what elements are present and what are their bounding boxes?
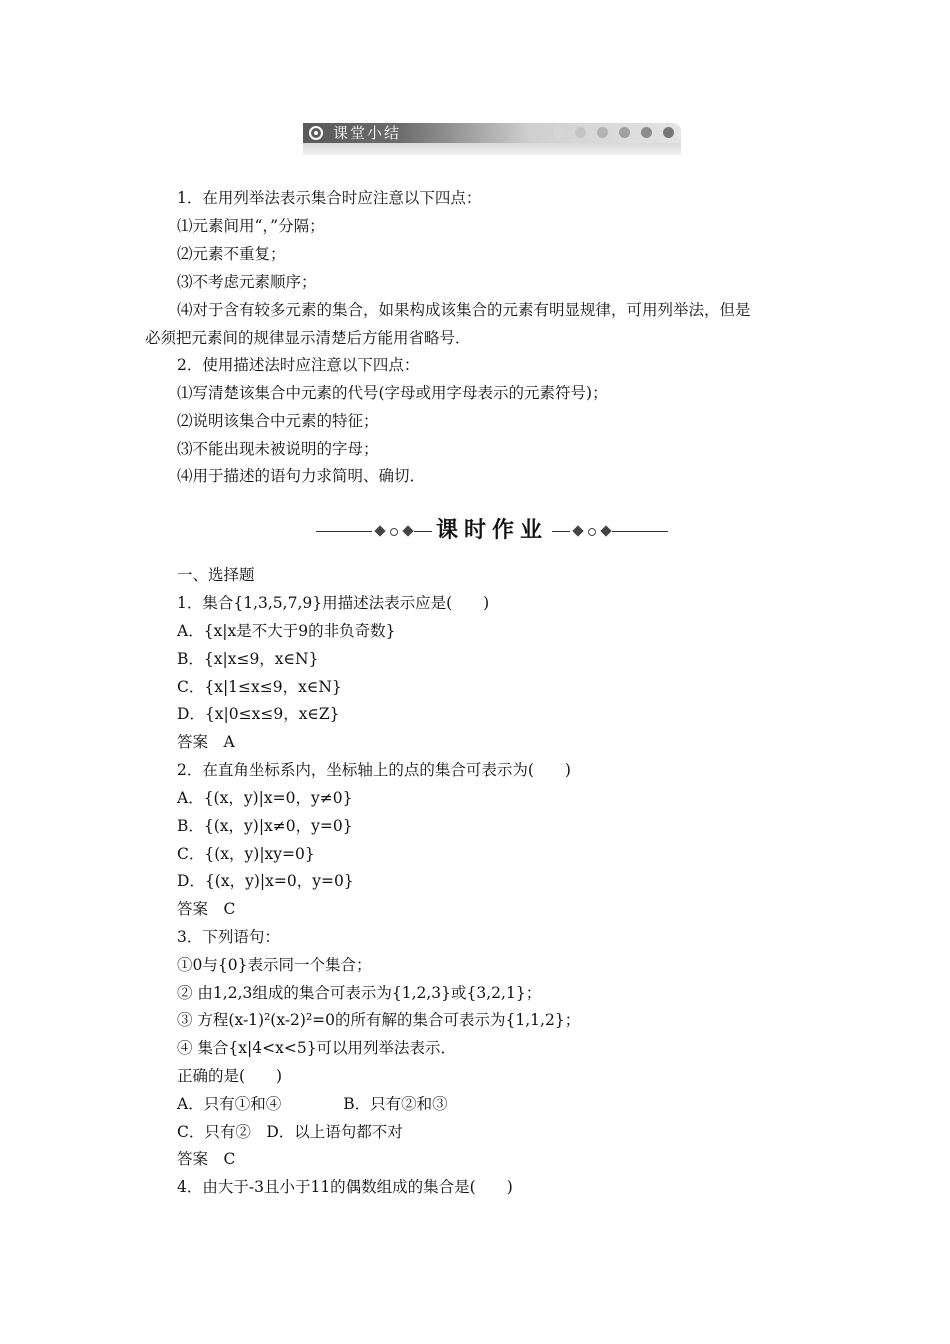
summary-line: ⑴元素间用“，”分隔；: [177, 217, 325, 235]
divider: [612, 531, 668, 532]
summary-line: 必须把元素间的规律显示清楚后方能用省略号．: [145, 329, 471, 347]
diamond-icon: [402, 525, 413, 536]
option-text: A．{(x，y)|x=0，y≠0}: [177, 789, 353, 807]
summary-line: ⑷用于描述的语句力求简明、确切．: [177, 467, 426, 485]
diamond-icon: [600, 525, 611, 536]
option-text: B．{(x，y)|x≠0，y=0}: [177, 817, 353, 835]
option-text: C．{x|1≤x≤9，x∈N}: [177, 678, 342, 696]
question-text: 正确的是( ): [177, 1067, 283, 1085]
summary-banner: [303, 123, 681, 155]
statement-text: ② 由1,2,3组成的集合可表示为{1,2,3}或{3,2,1}；: [177, 984, 542, 1002]
divider: [316, 531, 372, 532]
circle-icon: [588, 528, 596, 536]
dot-icon: [619, 127, 630, 138]
dot-icon: [641, 127, 652, 138]
diamond-icon: [374, 525, 385, 536]
option-text: B．{x|x≤9，x∈N}: [177, 650, 319, 668]
summary-line: 1．在用列举法表示集合时应注意以下四点：: [177, 189, 482, 207]
summary-line: ⑵元素不重复；: [177, 245, 286, 263]
divider: [414, 531, 432, 532]
banner-shadow: [303, 143, 681, 155]
summary-line: ⑷对于含有较多元素的集合，如果构成该集合的元素有明显规律，可用列举法，但是: [177, 301, 751, 319]
answer-text: 答案 C: [177, 1150, 236, 1168]
summary-line: ⑶不考虑元素顺序；: [177, 273, 317, 291]
dot-icon: [597, 127, 608, 138]
option-text: D．{(x，y)|x=0，y=0}: [177, 872, 354, 890]
statement-text: ③ 方程(x-1)²(x-2)²=0的所有解的集合可表示为{1,1,2}；: [177, 1011, 581, 1029]
target-icon: [309, 126, 323, 140]
question-text: 3．下列语句：: [177, 928, 280, 946]
option-text: C．只有② D．以上语句都不对: [177, 1123, 403, 1141]
dot-icon: [553, 127, 564, 138]
dot-icon: [575, 127, 586, 138]
option-text: A．{x|x是不大于9的非负奇数}: [177, 622, 396, 640]
statement-text: ④ 集合{x|4<x<5}可以用列举法表示．: [177, 1039, 457, 1057]
section-heading: 一、选择题: [177, 566, 255, 584]
summary-line: ⑵说明该集合中元素的特征；: [177, 412, 379, 430]
statement-text: ①0与{0}表示同一个集合；: [177, 956, 372, 974]
question-text: 1．集合{1,3,5,7,9}用描述法表示应是( ): [177, 594, 490, 612]
diamond-icon: [572, 525, 583, 536]
homework-header: [316, 515, 668, 549]
answer-text: 答案 C: [177, 900, 236, 918]
homework-title: 课时作业: [436, 518, 549, 543]
question-text: 4．由大于-3且小于11的偶数组成的集合是( ): [177, 1178, 513, 1196]
option-text: C．{(x，y)|xy=0}: [177, 845, 315, 863]
question-text: 2．在直角坐标系内，坐标轴上的点的集合可表示为( ): [177, 761, 571, 779]
circle-icon: [390, 528, 398, 536]
summary-line: ⑴写清楚该集合中元素的代号(字母或用字母表示的元素符号)；: [177, 384, 608, 402]
divider: [552, 531, 570, 532]
option-text: A．只有①和④ B．只有②和③: [177, 1095, 448, 1113]
banner-title: 课堂小结: [333, 124, 402, 142]
summary-line: ⑶不能出现未被说明的字母；: [177, 440, 379, 458]
option-text: D．{x|0≤x≤9，x∈Z}: [177, 705, 340, 723]
answer-text: 答案 A: [177, 733, 235, 751]
dot-icon: [663, 127, 674, 138]
summary-line: 2．使用描述法时应注意以下四点：: [177, 356, 420, 374]
